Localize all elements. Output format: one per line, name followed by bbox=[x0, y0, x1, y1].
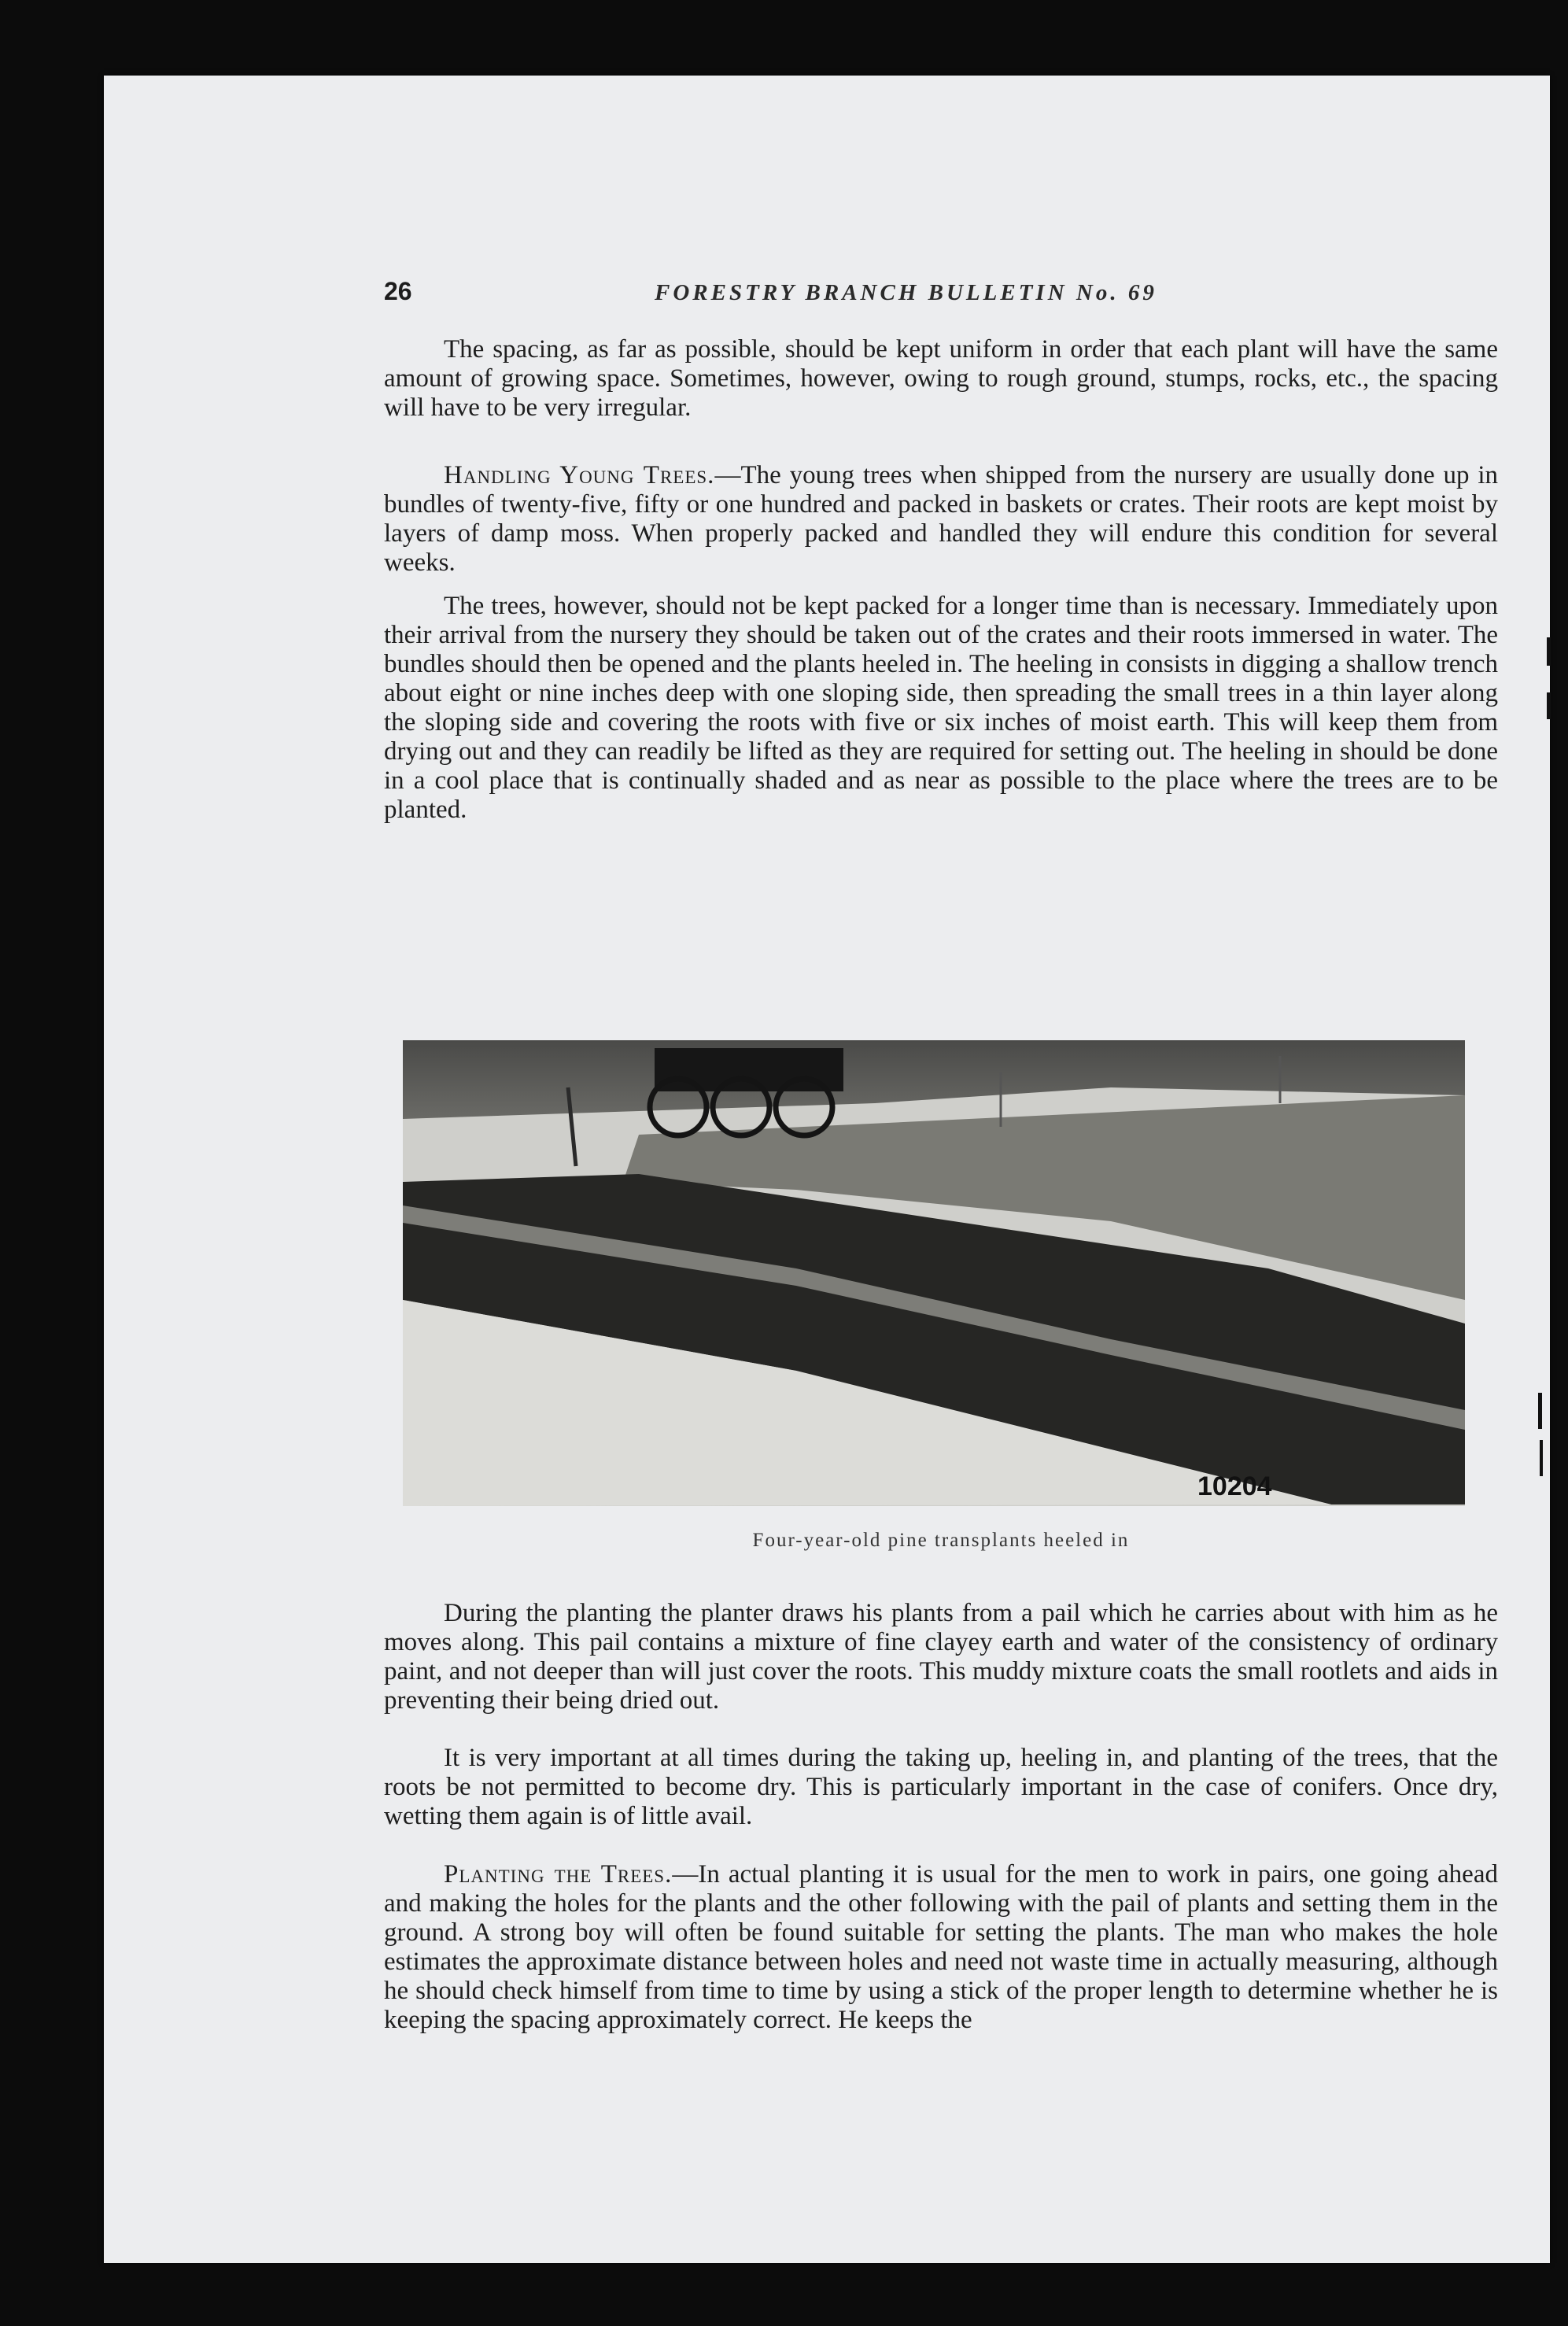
bulletin-title: FORESTRY BRANCH BULLETIN No. 69 bbox=[655, 280, 1157, 305]
paragraph-during-planting: During the planting the planter draws his plants from a pail which he carries about with him as he moves along. This pail contains a mixture of fine clayey earth and water of the consistency of ordinary paint, and not deeper than will just cover the roots. This muddy mixture coats the small rootlets and aids in preventing their being dried out. bbox=[384, 1599, 1498, 1715]
scan-mark bbox=[1547, 637, 1551, 666]
paragraph-trees-kept: The trees, however, should not be kept packed for a longer time than is necessary. Immediately upon their arrival from the nursery they should be taken out of the crates and their roots immersed in water. The bundles should then be opened and the plants heeled in. The heeling in consists in digging a shallow trench about eight or nine inches deep with one sloping side, then spreading the small trees in a thin layer along the sloping side and covering the roots with five or six inches of moist earth. This will keep them from drying out and they can readily be lifted as they are required for setting out. The heeling in should be done in a cool place that is continually shaded and as near as possible to the place where the trees are to be planted. bbox=[384, 592, 1498, 824]
running-header bbox=[104, 277, 1550, 308]
paragraph-handling-young-trees bbox=[384, 461, 1498, 578]
planting-body: —In actual planting it is usual for the men to work in pairs, one going ahead and making the holes for the plants and the other following with the pail of plants and setting them in the ground. A strong boy will often be found suitable for setting the plants. The man who makes the hole estimates the approximate distance between holes and need not waste time in actually measuring, although he should check himself from time to time by using a stick of the proper length to determine whether he is keeping the spacing approximately correct. He keeps the bbox=[384, 1860, 1498, 2034]
section-heading-planting: Planting the Trees. bbox=[444, 1860, 673, 1888]
photograph-heeled-transplants bbox=[403, 1040, 1465, 1506]
page-number: 26 bbox=[384, 277, 412, 305]
handling-body: —The young trees when shipped from the nursery are usually done up in bundles of twenty-five, fifty or one hundred and packed in baskets or crates. Their roots are kept moist by layers of damp moss. When properly packed and handled they will endure this condition for several weeks. bbox=[384, 461, 1499, 577]
bulletin-page bbox=[104, 76, 1550, 2263]
photo-drawing bbox=[403, 1040, 1465, 1506]
scan-mark bbox=[1540, 1440, 1543, 1476]
photo-caption: Four-year-old pine transplants heeled in bbox=[752, 1530, 1130, 1551]
section-heading-handling: Handling Young Trees. bbox=[444, 461, 715, 489]
scan-mark bbox=[1538, 1393, 1542, 1429]
scan-mark bbox=[1547, 692, 1551, 719]
negative-number: 10204 bbox=[1197, 1471, 1272, 1501]
paragraph-planting-trees bbox=[384, 1860, 1498, 2035]
paragraph-spacing: The spacing, as far as possible, should be kept uniform in order that each plant will have the same amount of growing space. Sometimes, however, owing to rough ground, stumps, rocks, etc., the spacing will have to be very irregular. bbox=[384, 335, 1498, 422]
paragraph-important: It is very important at all times during the taking up, heeling in, and planting of the trees, that the roots be not permitted to become dry. This is particularly important in the case of conifers. Once dry, wetting them again is of little avail. bbox=[384, 1744, 1498, 1830]
